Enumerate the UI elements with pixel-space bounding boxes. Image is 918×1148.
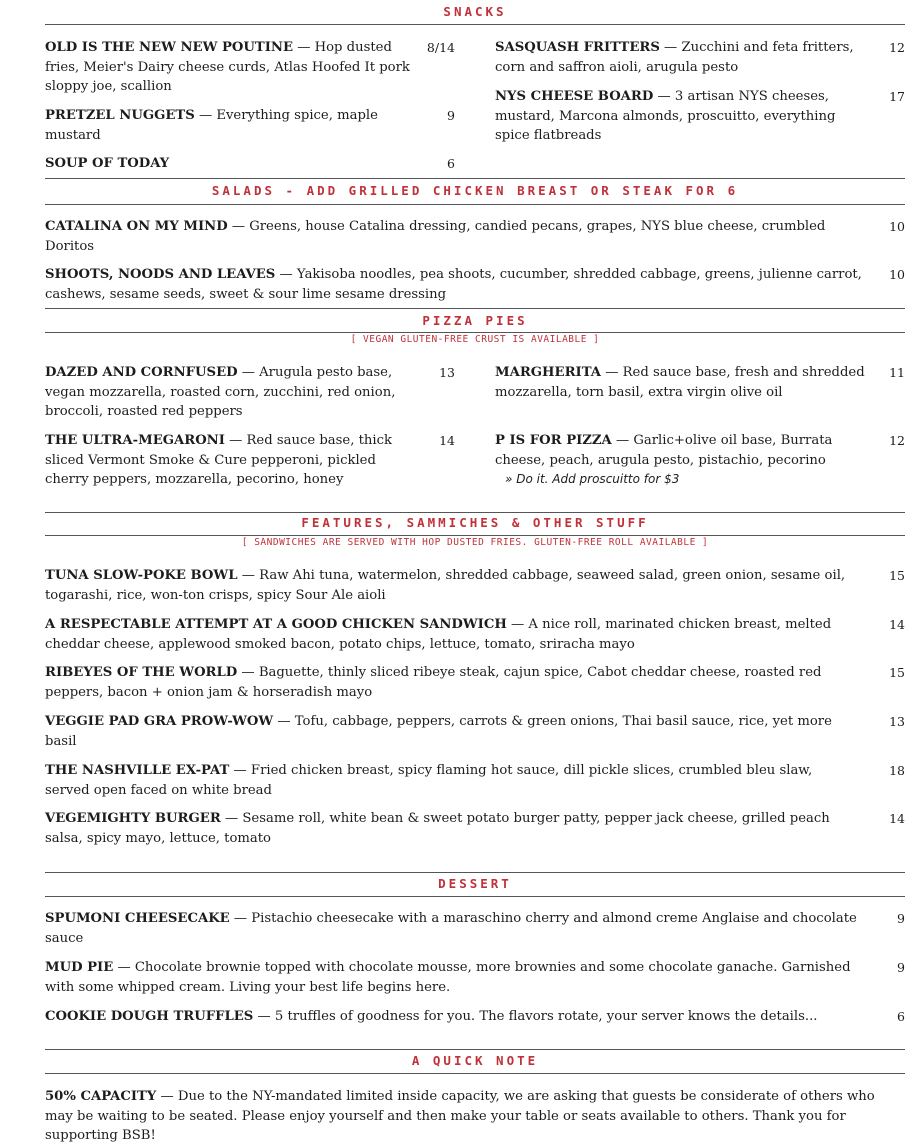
item-price: 9	[897, 960, 905, 975]
menu-item: DAZED AND CORNFUSED — Arugula pesto base, vegan mozzarella, roasted corn, zucchini, red onion, broccoli, roasted red peppers	[45, 365, 396, 419]
notice-desc: Due to the NY-mandated limited inside capacity, we are asking that guests be considerate of others who may be waiting to be seated. Please enjoy yourself and then make your table or seats available to others. Thank you for supporting BSB!	[45, 1089, 875, 1143]
item-desc: Fried chicken breast, spicy flaming hot sauce, dill pickle slices, crumbled bleu slaw, served open faced on white bread	[45, 763, 813, 798]
menu-item: COOKIE DOUGH TRUFFLES — 5 truffles of goodness for you. The flavors rotate, your server knows the details...	[45, 1009, 818, 1024]
item-desc: Sesame roll, white bean & sweet potato burger patty, pepper jack cheese, grilled peach salsa, spicy mayo, lettuce, tomato	[45, 811, 830, 846]
divider	[45, 332, 905, 333]
item-name: PRETZEL NUGGETS	[45, 108, 195, 123]
item-name: SASQUASH FRITTERS	[495, 40, 660, 55]
item-desc: Greens, house Catalina dressing, candied pecans, grapes, NYS blue cheese, crumbled Doritos	[45, 219, 826, 254]
item-desc: Everything spice, maple mustard	[45, 108, 378, 143]
menu-item: THE ULTRA-MEGARONI — Red sauce base, thick sliced Vermont Smoke & Cure pepperoni, pickled cherry peppers, mozzarella, pecorino, honey	[45, 433, 393, 487]
item-price: 9	[897, 911, 905, 926]
menu-item: PRETZEL NUGGETS — Everything spice, maple mustard	[45, 108, 378, 143]
item-price: 15	[889, 568, 905, 583]
item-desc: Pistachio cheesecake with a maraschino cherry and almond creme Anglaise and chocolate sauce	[45, 911, 857, 946]
item-name: DAZED AND CORNFUSED	[45, 365, 238, 380]
divider	[45, 204, 905, 205]
item-desc: Hop dusted fries, Meier's Dairy cheese curds, Atlas Hoofed It pork sloppy joe, scallion	[45, 40, 410, 94]
menu-item: SPUMONI CHEESECAKE — Pistachio cheesecake with a maraschino cherry and almond creme Anglaise and chocolate sauce	[45, 911, 857, 946]
item-desc: Garlic+olive oil base, Burrata cheese, peach, arugula pesto, pistachio, pecorino	[495, 433, 833, 468]
menu-item: OLD IS THE NEW NEW POUTINE — Hop dusted fries, Meier's Dairy cheese curds, Atlas Hoofed It pork sloppy joe, scallion	[45, 40, 410, 94]
item-name: NYS CHEESE BOARD	[495, 89, 654, 104]
menu-item: RIBEYES OF THE WORLD — Baguette, thinly sliced ribeye steak, cajun spice, Cabot cheddar cheese, roasted red peppers, bacon + onion jam & horseradish mayo	[45, 665, 822, 700]
item-name: SPUMONI CHEESECAKE	[45, 911, 230, 926]
item-name: SHOOTS, NOODS AND LEAVES	[45, 267, 276, 282]
section-title-pizza: PIZZA PIES	[422, 313, 528, 328]
item-price: 10	[889, 219, 905, 234]
menu-item: TUNA SLOW-POKE BOWL — Raw Ahi tuna, watermelon, shredded cabbage, seaweed salad, green onion, sesame oil, togarashi, rice, won-ton crisps, spicy Sour Ale aioli	[45, 568, 846, 603]
section-title-snacks: SNACKS	[443, 4, 507, 19]
section-title-note: A QUICK NOTE	[411, 1053, 539, 1068]
item-price: 14	[439, 433, 455, 448]
item-name: THE NASHVILLE EX-PAT	[45, 763, 230, 778]
item-addon: » Do it. Add proscuitto for $3	[505, 472, 680, 486]
menu-item: SHOOTS, NOODS AND LEAVES — Yakisoba noodles, pea shoots, cucumber, shredded cabbage, greens, julienne carrot, cashews, sesame seeds, sweet & sour lime sesame dressing	[45, 267, 862, 302]
section-note-features: [ SANDWICHES ARE SERVED WITH HOP DUSTED FRIES. GLUTEN-FREE ROLL AVAILABLE ]	[241, 537, 709, 548]
item-price: 6	[447, 156, 455, 171]
item-price: 15	[889, 665, 905, 680]
item-price: 17	[889, 89, 905, 104]
item-price: 14	[889, 811, 905, 826]
section-title-salads: SALADS - ADD GRILLED CHICKEN BREAST OR STEAK FOR 6	[211, 183, 739, 198]
divider	[45, 872, 905, 873]
item-price: 11	[889, 365, 905, 380]
menu-item: MARGHERITA — Red sauce base, fresh and shredded mozzarella, torn basil, extra virgin olive oil	[495, 365, 865, 400]
item-desc: 5 truffles of goodness for you. The flavors rotate, your server knows the details...	[274, 1009, 818, 1024]
menu-item: NYS CHEESE BOARD — 3 artisan NYS cheeses, mustard, Marcona almonds, proscuitto, everything spice flatbreads	[495, 89, 836, 143]
notice-text: 50% CAPACITY — Due to the NY-mandated limited inside capacity, we are asking that guests be considerate of others who may be waiting to be seated. Please enjoy yourself and then make your table or seats available to others. Thank you for supporting BSB!	[45, 1089, 875, 1143]
item-name: TUNA SLOW-POKE BOWL	[45, 568, 238, 583]
item-price: 13	[439, 365, 455, 380]
item-desc: Baguette, thinly sliced ribeye steak, cajun spice, Cabot cheddar cheese, roasted red peppers, bacon + onion jam & horseradish mayo	[45, 665, 822, 700]
item-name: OLD IS THE NEW NEW POUTINE	[45, 40, 293, 55]
item-price: 6	[897, 1009, 905, 1024]
item-name: VEGGIE PAD GRA PROW-WOW	[45, 714, 274, 729]
section-title-features: FEATURES, SAMMICHES & OTHER STUFF	[301, 515, 649, 530]
item-price: 14	[889, 617, 905, 632]
item-desc: Arugula pesto base, vegan mozzarella, roasted corn, zucchini, red onion, broccoli, roasted red peppers	[45, 365, 396, 419]
menu-item: SASQUASH FRITTERS — Zucchini and feta fritters, corn and saffron aioli, arugula pesto	[495, 40, 854, 75]
menu-item: THE NASHVILLE EX-PAT — Fried chicken breast, spicy flaming hot sauce, dill pickle slices, crumbled bleu slaw, served open faced on white bread	[45, 763, 813, 798]
divider	[45, 896, 905, 897]
divider	[45, 1049, 905, 1050]
item-price: 12	[889, 40, 905, 55]
item-name: RIBEYES OF THE WORLD	[45, 665, 238, 680]
menu-item: VEGEMIGHTY BURGER — Sesame roll, white bean & sweet potato burger patty, pepper jack cheese, grilled peach salsa, spicy mayo, lettuce, tomato	[45, 811, 830, 846]
item-name: THE ULTRA-MEGARONI	[45, 433, 225, 448]
item-desc: Red sauce base, thick sliced Vermont Smoke & Cure pepperoni, pickled cherry peppers, mozzarella, pecorino, honey	[45, 433, 393, 487]
section-note-pizza: [ VEGAN GLUTEN-FREE CRUST IS AVAILABLE ]	[350, 334, 600, 345]
item-name: CATALINA ON MY MIND	[45, 219, 228, 234]
item-name: COOKIE DOUGH TRUFFLES	[45, 1009, 254, 1024]
divider	[45, 308, 905, 309]
item-name: VEGEMIGHTY BURGER	[45, 811, 221, 826]
item-name: SOUP OF TODAY	[45, 156, 170, 171]
menu-item: MUD PIE — Chocolate brownie topped with chocolate mousse, more brownies and some chocolate ganache. Garnished with some whipped cream. Living your best life begins here.	[45, 960, 851, 995]
item-desc: Tofu, cabbage, peppers, carrots & green onions, Thai basil sauce, rice, yet more basil	[45, 714, 832, 749]
item-desc: A nice roll, marinated chicken breast, melted cheddar cheese, applewood smoked bacon, potato chips, lettuce, tomato, sriracha mayo	[45, 617, 832, 652]
item-desc: Yakisoba noodles, pea shoots, cucumber, shredded cabbage, greens, julienne carrot, cashews, sesame seeds, sweet & sour lime sesame dressing	[45, 267, 862, 302]
divider	[45, 24, 905, 25]
item-price: 12	[889, 433, 905, 448]
menu-item	[45, 154, 415, 174]
item-name: MUD PIE	[45, 960, 114, 975]
notice-title: 50% CAPACITY	[45, 1089, 157, 1104]
item-desc: 3 artisan NYS cheeses, mustard, Marcona almonds, proscuitto, everything spice flatbreads	[495, 89, 836, 143]
item-desc: Raw Ahi tuna, watermelon, shredded cabbage, seaweed salad, green onion, sesame oil, togarashi, rice, won-ton crisps, spicy Sour Ale aioli	[45, 568, 846, 603]
divider	[45, 1073, 905, 1074]
item-name: A RESPECTABLE ATTEMPT AT A GOOD CHICKEN SANDWICH	[45, 617, 507, 632]
item-desc: Chocolate brownie topped with chocolate mousse, more brownies and some chocolate ganache. Garnished with some whipped cream. Living your best life begins here.	[45, 960, 851, 995]
divider	[45, 535, 905, 536]
menu-item: VEGGIE PAD GRA PROW-WOW — Tofu, cabbage, peppers, carrots & green onions, Thai basil sauce, rice, yet more basil	[45, 714, 832, 749]
item-price: 13	[889, 714, 905, 729]
item-price: 10	[889, 267, 905, 282]
item-name: P IS FOR PIZZA	[495, 433, 612, 448]
divider	[45, 178, 905, 179]
menu-item: A RESPECTABLE ATTEMPT AT A GOOD CHICKEN SANDWICH — A nice roll, marinated chicken breast, melted cheddar cheese, applewood smoked bacon, potato chips, lettuce, tomato, sriracha mayo	[45, 617, 832, 652]
item-desc: Zucchini and feta fritters, corn and saffron aioli, arugula pesto	[495, 40, 854, 75]
item-price: 8/14	[426, 40, 455, 55]
section-title-dessert: DESSERT	[438, 876, 512, 891]
menu-item: P IS FOR PIZZA — Garlic+olive oil base, Burrata cheese, peach, arugula pesto, pistachio, pecorino » Do it. Add proscuitto for $3	[495, 431, 870, 490]
item-desc: Red sauce base, fresh and shredded mozzarella, torn basil, extra virgin olive oil	[495, 365, 865, 400]
item-price: 9	[447, 108, 455, 123]
menu-item: CATALINA ON MY MIND — Greens, house Catalina dressing, candied pecans, grapes, NYS blue cheese, crumbled Doritos	[45, 219, 826, 254]
divider	[45, 512, 905, 513]
item-name: MARGHERITA	[495, 365, 602, 380]
item-price: 18	[889, 763, 905, 778]
